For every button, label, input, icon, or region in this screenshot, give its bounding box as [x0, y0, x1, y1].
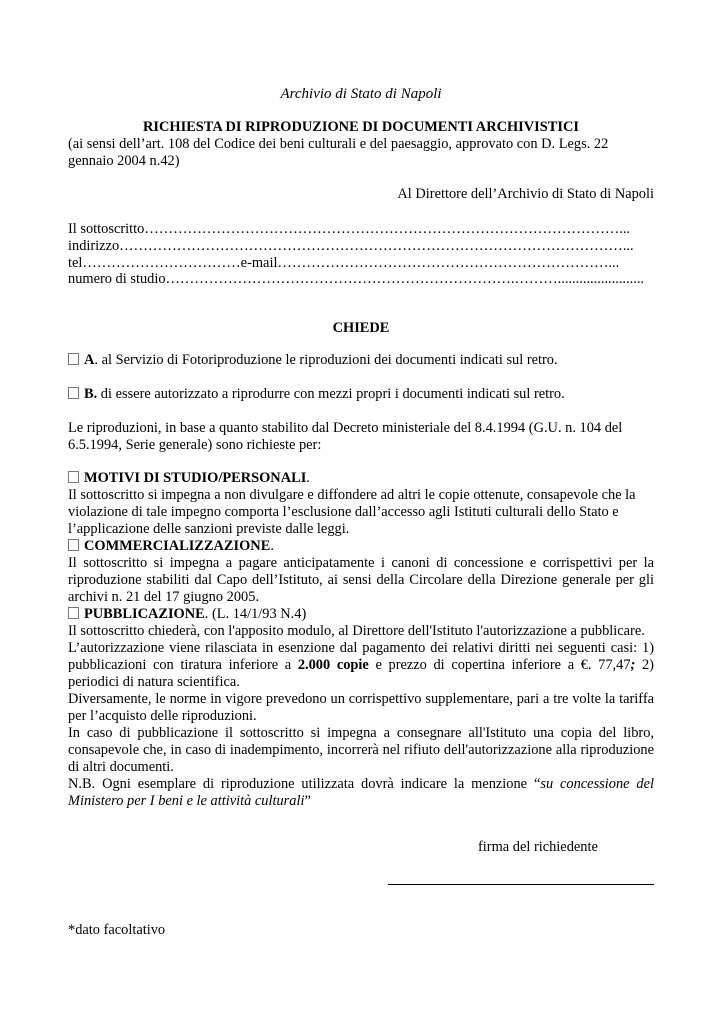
publication-title: PUBBLICAZIONE: [84, 606, 205, 622]
publication-purpose-heading: [68, 606, 654, 623]
commercial-purpose-heading: [68, 538, 654, 555]
publication-text-2: [68, 640, 654, 691]
signature-line[interactable]: [388, 884, 654, 885]
address-field[interactable]: indirizzo……………………………………………………………………………………………...: [68, 238, 634, 254]
publication-copies: 2.000 copie: [297, 657, 369, 673]
nb-text: [68, 776, 654, 810]
document-subtitle: (ai sensi dell’art. 108 del Codice dei beni culturali e del paesaggio, approvato con D. Legs. 22 gennaio 2004 n.42): [68, 136, 609, 169]
tel-email-field[interactable]: tel……………………………e-mail……………………………………………………………...: [68, 255, 620, 271]
option-a-text: . al Servizio di Fotoriproduzione le riproduzioni dei documenti indicati sul retro.: [94, 352, 558, 368]
signature-label: firma del richiedente: [478, 839, 598, 855]
study-text: Il sottoscritto si impegna a non divulgare e diffondere ad altri le copie ottenute, consapevole che la violazione di tale impegno comporta l’esclusione dall’accesso agli Istituti culturali dello Stato e l’applicazione delle sanzioni previste dalle leggi.: [68, 487, 636, 537]
publication-text-2c: 2) periodici di natura scientifica.: [68, 657, 654, 690]
reproduction-intro: Le riproduzioni, in base a quanto stabilito dal Decreto ministeriale del 8.4.1994 (G.U. n. 104 del 6.5.1994, Serie generale) sono richieste per:: [68, 420, 623, 453]
document-title: RICHIESTA DI RIPRODUZIONE DI DOCUMENTI ARCHIVISTICI: [143, 119, 579, 135]
publication-text-2a: L’autorizzazione viene rilasciata in esenzione dal pagamento dei relativi diritti nei seguenti casi: 1) pubblicazioni con tiratura inferiore a: [68, 640, 654, 673]
addressee: Al Direttore dell’Archivio di Stato di Napoli: [397, 186, 654, 202]
purposes-section: [68, 470, 654, 810]
nb-suffix: ”: [304, 793, 311, 809]
commercial-text: Il sottoscritto si impegna a pagare anticipatamente i canoni di concessione e corrispettivi per la riproduzione stabiliti dal Capo dell’Istituto, ai sensi della Circolare della Direzione generale per gli archivi n. 21 del 17 giugno 2005.: [68, 555, 654, 605]
copy-text: In caso di pubblicazione il sottoscritto si impegna a consegnare all'Istituto una copia del libro, consapevole che, in caso di inadempimento, incorrerà nel rifiuto dell'autorizzazione alla riproduzione di altri documenti.: [68, 725, 654, 775]
commercial-title: COMMERCIALIZZAZIONE: [84, 538, 271, 554]
study-title: MOTIVI DI STUDIO/PERSONALI: [84, 470, 307, 486]
commercial-checkbox[interactable]: [68, 539, 79, 551]
publication-suffix: . (L. 14/1/93 N.4): [204, 606, 307, 622]
student-number-field[interactable]: numero di studio……………………………………………………………….………........................: [68, 271, 645, 287]
archive-name: Archivio di Stato di Napoli: [280, 86, 442, 102]
option-b-checkbox[interactable]: [68, 387, 79, 399]
study-checkbox[interactable]: [68, 471, 79, 483]
option-b-text: di essere autorizzato a riprodurre con mezzi propri i documenti indicati sul retro.: [97, 386, 565, 402]
option-a-checkbox[interactable]: [68, 353, 79, 365]
publication-text-1: Il sottoscritto chiederà, con l'apposito modulo, al Direttore dell'Istituto l'autorizzazione a pubblicare.: [68, 623, 645, 639]
request-heading: CHIEDE: [332, 320, 390, 336]
nb-italic: su concessione del Ministero per I beni e le attività culturali: [68, 776, 655, 809]
option-a: [68, 352, 654, 369]
commercial-suffix: .: [270, 538, 274, 554]
option-b-letter: B.: [84, 386, 98, 402]
undersigned-field[interactable]: Il sottoscritto………………………………………………………………………………………...: [68, 221, 631, 237]
otherwise-text: Diversamente, le norme in vigore prevedono un corrispettivo supplementare, pari a tre volte la tariffa per l’acquisto delle riproduzioni.: [68, 691, 654, 724]
nb-prefix: N.B. Ogni esemplare di riproduzione utilizzata dovrà indicare la menzione “: [68, 776, 541, 792]
study-suffix: .: [306, 470, 310, 486]
publication-checkbox[interactable]: [68, 607, 79, 619]
publication-semicolon: ;: [630, 657, 636, 673]
study-purpose-heading: [68, 470, 654, 487]
option-a-letter: A: [84, 352, 95, 368]
publication-text-2b: e prezzo di copertina inferiore a €. 77,47: [368, 657, 631, 673]
option-b: [68, 386, 654, 403]
footnote: *dato facoltativo: [68, 922, 166, 938]
